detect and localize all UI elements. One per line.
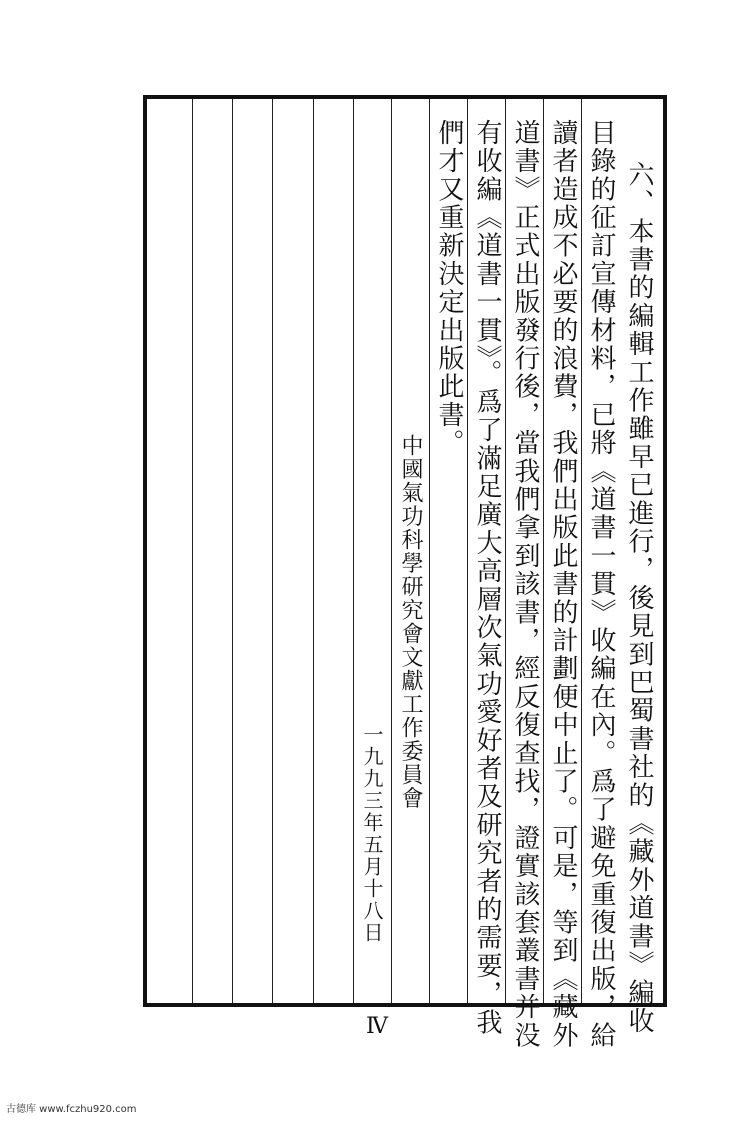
text-column-6: 們才又重新決定出版此書。: [434, 119, 464, 458]
column-rule: [272, 99, 273, 1003]
text-column-2: 目錄的征訂宣傳材料，已將《道書一貫》收編在內。爲了避免重復出版，給: [586, 119, 616, 1050]
text-column-5: 有收編《道書一貫》。爲了滿足廣大高層次氣功愛好者及研究者的需要，我: [472, 119, 502, 1037]
column-rule: [467, 99, 468, 1003]
column-rule: [581, 99, 582, 1003]
text-column-3: 讀者造成不必要的浪費，我們出版此書的計劃便中止了。可是，等到《藏外: [548, 119, 578, 1050]
column-rule: [505, 99, 506, 1003]
watermark: 古德库 www.fczhu920.com: [6, 1104, 137, 1115]
page-number: Ⅳ: [366, 1014, 388, 1039]
column-rule: [353, 99, 354, 1003]
column-rule: [391, 99, 392, 1003]
column-rule: [192, 99, 193, 1003]
column-rule: [429, 99, 430, 1003]
text-column-4: 道書》正式出版發行後，當我們拿到該書，經反復查找，證實該套叢書并没: [510, 119, 540, 1050]
column-rule: [313, 99, 314, 1003]
signature: 中國氣功科學研究會文獻工作委員會: [398, 434, 423, 810]
date: 一九九三年五月十八日: [360, 724, 384, 944]
column-rule: [232, 99, 233, 1003]
text-column-1: 六、本書的編輯工作雖早已進行，後見到巴蜀書社的《藏外道書》編收: [624, 161, 654, 1036]
column-rule: [543, 99, 544, 1003]
